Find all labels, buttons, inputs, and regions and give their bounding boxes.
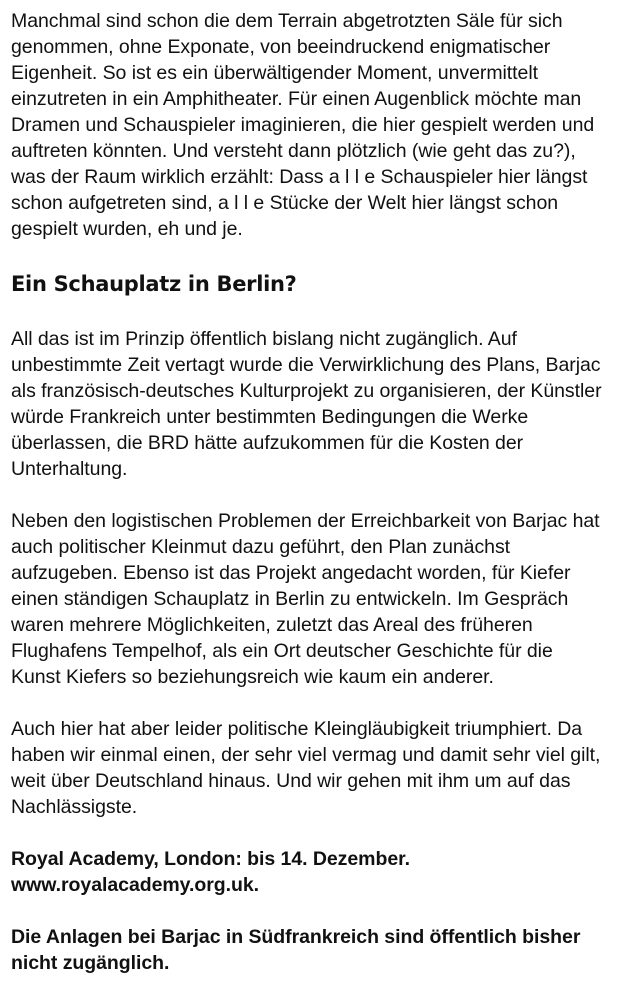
body-paragraph-1: All das ist im Prinzip öffentlich bislang nicht zugänglich. Auf unbestimmte Zeit vertagt wurde die Verwirklichung des Plans, Barjac als französisch-deutsches Kulturprojekt zu organisieren, der Künstler würde Frankreich unter bestimmten Bedingungen die Werke überlassen, die BRD hätte aufzukommen für die Kosten der Unterhaltung. <box>11 328 602 480</box>
body-paragraph-2: Neben den logistischen Problemen der Erreichbarkeit von Barjac hat auch politischer Kleinmut dazu geführt, den Plan zunächst aufzugeben. Ebenso ist das Projekt angedacht worden, für Kiefer einen ständigen Schauplatz in Berlin zu entwickeln. Im Gespräch waren mehrere Möglichkeiten, zuletzt das Areal des früheren Flughafens Tempelhof, als ein Ort deutscher Geschichte für die Kunst Kiefers so beziehungsreich wie kaum ein anderer. <box>11 510 600 688</box>
exhibition-url: www.royalacademy.org.uk. <box>11 874 260 896</box>
exhibition-info <box>11 846 607 898</box>
intro-paragraph: Manchmal sind schon die dem Terrain abgetrotzten Säle für sich genommen, ohne Exponate, von beeindruckend enigmatischer Eigenheit. So ist es ein überwältigender Moment, unvermittelt einzutreten in ein Amphitheater. Für einen Augenblick möchte man Dramen und Schauspieler imaginieren, die hier gespielt werden und auftreten könnten. Und versteht dann plötzlich (wie geht das zu?), was der Raum wirklich erzählt: Dass a l l e Schauspieler hier längst schon aufgetreten sind, a l l e Stücke der Welt hier längst schon gespielt wurden, eh und je. <box>11 10 595 240</box>
section-heading: Ein Schauplatz in Berlin? <box>11 272 297 296</box>
body-paragraph-3: Auch hier hat aber leider politische Kleingläubigkeit triumphiert. Da haben wir einmal einen, der sehr viel vermag und damit sehr viel gilt, weit über Deutschland hinaus. Und wir gehen mit ihm um auf das Nachlässigste. <box>11 718 601 818</box>
access-note: Die Anlagen bei Barjac in Südfrankreich sind öffentlich bisher nicht zugänglich. <box>11 926 581 974</box>
exhibition-venue-dates: Royal Academy, London: bis 14. Dezember. <box>11 848 410 870</box>
